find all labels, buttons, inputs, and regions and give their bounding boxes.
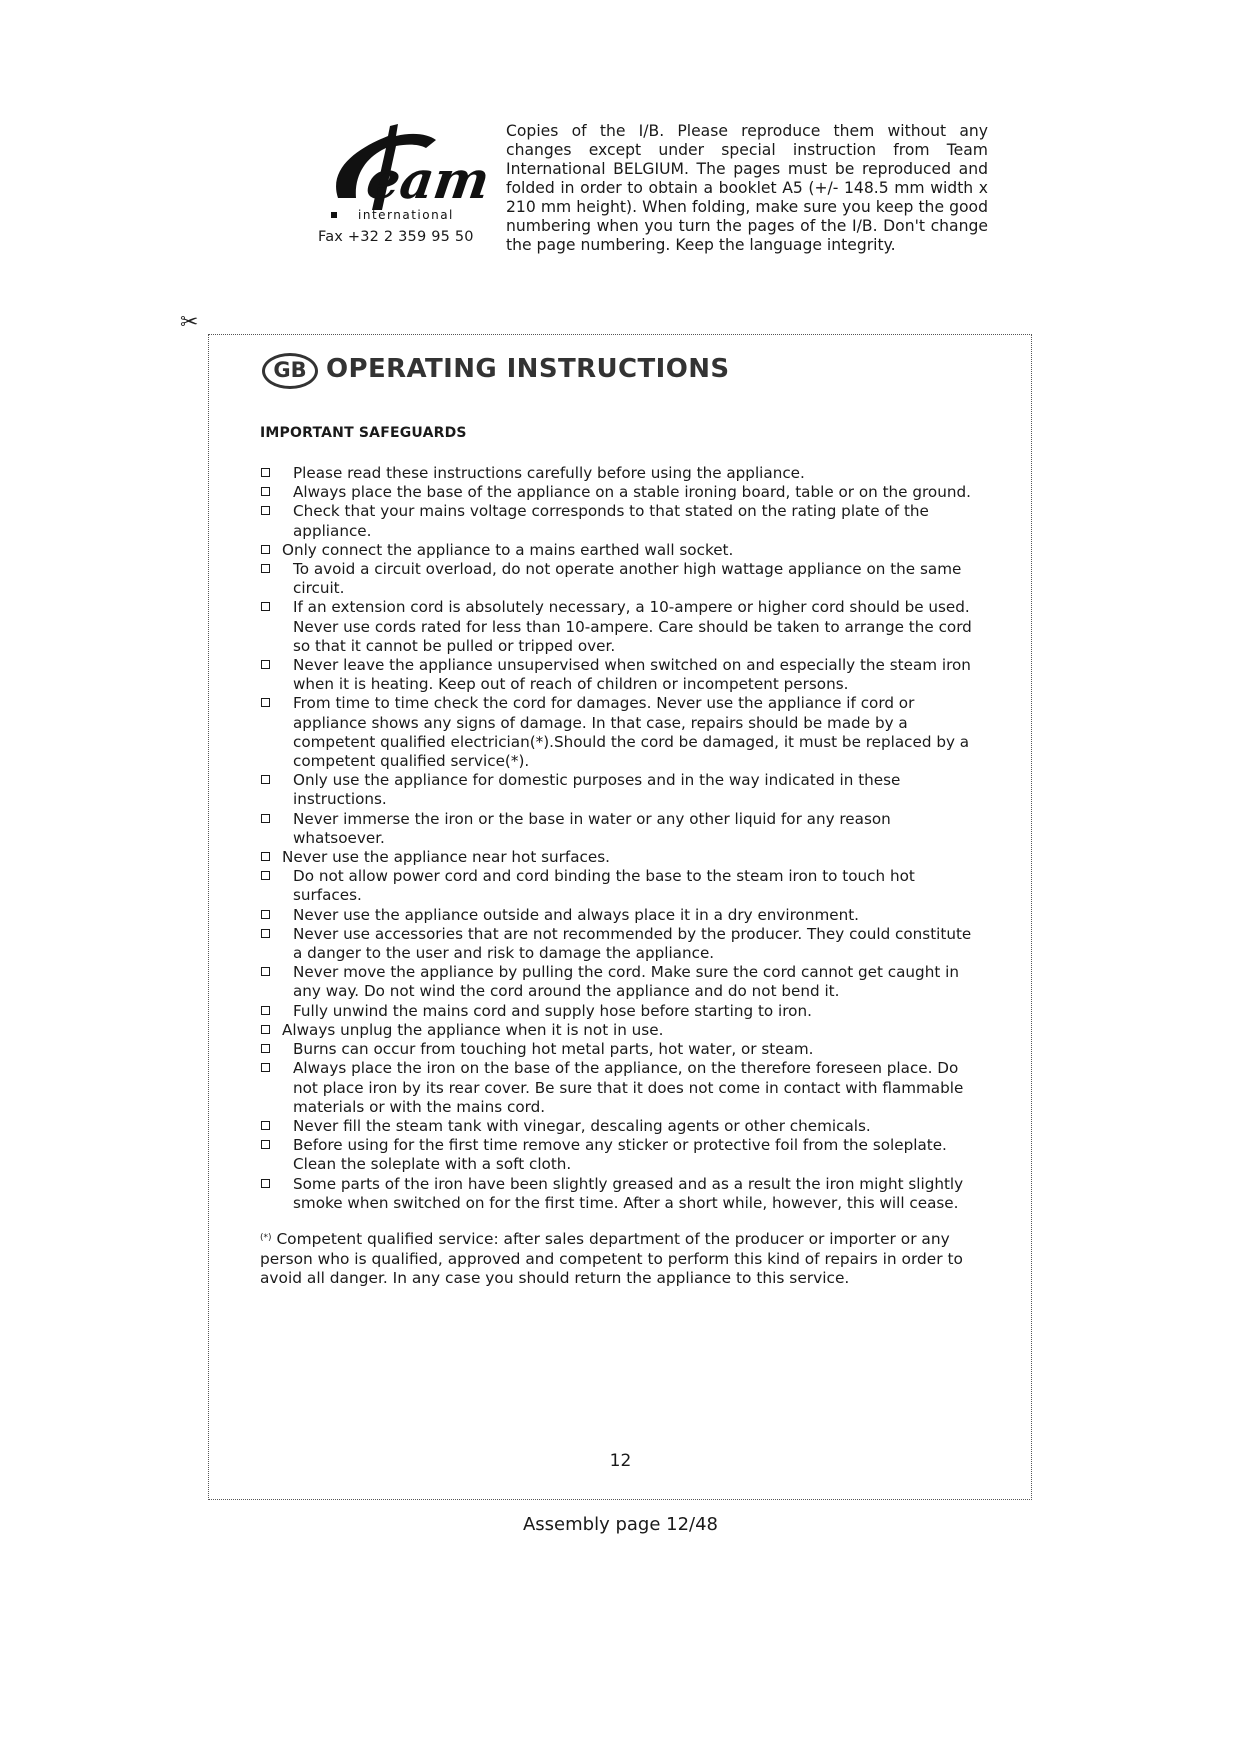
- list-item: Only connect the appliance to a mains earthed wall socket.: [260, 541, 982, 560]
- checkbox-bullet-icon: [261, 1179, 270, 1188]
- checkbox-bullet-icon: [261, 1140, 270, 1149]
- list-item: Never leave the appliance unsupervised when switched on and especially the steam iron when it is heating. Keep out of reach of children or incompetent persons.: [260, 656, 982, 694]
- list-item: Never use the appliance near hot surfaces.: [260, 848, 982, 867]
- checkbox-bullet-icon: [261, 910, 270, 919]
- list-item: To avoid a circuit overload, do not operate another high wattage appliance on the same circuit.: [260, 560, 982, 598]
- checkbox-bullet-icon: [261, 545, 270, 554]
- language-badge-gb: GB: [262, 353, 318, 389]
- list-item: Before using for the first time remove any sticker or protective foil from the soleplate. Clean the soleplate with a soft cloth.: [260, 1136, 982, 1174]
- checkbox-bullet-icon: [261, 852, 270, 861]
- checkbox-bullet-icon: [261, 506, 270, 515]
- list-item: Always unplug the appliance when it is not in use.: [260, 1021, 982, 1040]
- checkbox-bullet-icon: [261, 487, 270, 496]
- list-item: Never fill the steam tank with vinegar, descaling agents or other chemicals.: [260, 1117, 982, 1136]
- checkbox-bullet-icon: [261, 775, 270, 784]
- section-heading: IMPORTANT SAFEGUARDS: [260, 425, 467, 441]
- list-item: Some parts of the iron have been slightly greased and as a result the iron might slightly smoke when switched on for the first time. After a short while, however, this will cease.: [260, 1175, 982, 1213]
- checkbox-bullet-icon: [261, 1063, 270, 1072]
- checkbox-bullet-icon: [261, 468, 270, 477]
- svg-text:eam: eam: [362, 150, 494, 211]
- checkbox-bullet-icon: [261, 1006, 270, 1015]
- checkbox-bullet-icon: [261, 1025, 270, 1034]
- checkbox-bullet-icon: [261, 814, 270, 823]
- list-item: Fully unwind the mains cord and supply hose before starting to iron.: [260, 1002, 982, 1021]
- checkbox-bullet-icon: [261, 698, 270, 707]
- list-item: Always place the iron on the base of the appliance, on the therefore foreseen place. Do not place iron by its rear cover. Be sure that it does not come in contact with flammable materials or with the mains cord.: [260, 1059, 982, 1117]
- list-item: Only use the appliance for domestic purposes and in the way indicated in these instructions.: [260, 771, 982, 809]
- footnote: [260, 1229, 982, 1289]
- scissors-icon: ✂: [180, 310, 199, 335]
- page-number: 12: [609, 1451, 632, 1471]
- list-item: Never immerse the iron or the base in water or any other liquid for any reason whatsoever.: [260, 810, 982, 848]
- safeguards-list: [260, 464, 982, 1213]
- list-item: Never use accessories that are not recommended by the producer. They could constitute a danger to the user and risk to damage the appliance.: [260, 925, 982, 963]
- checkbox-bullet-icon: [261, 1044, 270, 1053]
- page-title: OPERATING INSTRUCTIONS: [326, 354, 730, 384]
- fax-number: Fax +32 2 359 95 50: [318, 229, 474, 245]
- team-international-logo: [318, 118, 494, 230]
- checkbox-bullet-icon: [261, 967, 270, 976]
- checkbox-bullet-icon: [261, 1121, 270, 1130]
- list-item: Never move the appliance by pulling the cord. Make sure the cord cannot get caught in any way. Do not wind the cord around the appliance and do not bend it.: [260, 963, 982, 1001]
- list-item: Check that your mains voltage corresponds to that stated on the rating plate of the appliance.: [260, 502, 982, 540]
- list-item: Do not allow power cord and cord binding the base to the steam iron to touch hot surfaces.: [260, 867, 982, 905]
- checkbox-bullet-icon: [261, 564, 270, 573]
- list-item: From time to time check the cord for damages. Never use the appliance if cord or appliance shows any signs of damage. In that case, repairs should be made by a competent qualified electrician(*).Should the cord be damaged, it must be replaced by a competent qualified service(*).: [260, 694, 982, 771]
- reproduction-instructions-note: Copies of the I/B. Please reproduce them without any changes except under special instruction from Team International BELGIUM. The pages must be reproduced and folded in order to obtain a booklet A5 (+/- 148.5 mm width x 210 mm height). When folding, make sure you keep the good numbering when you turn the pages of the I/B. Don't change the page numbering. Keep the language integrity.: [506, 122, 988, 254]
- svg-text:international: international: [358, 208, 454, 222]
- footnote-text: Competent qualified service: after sales department of the producer or importer or any person who is qualified, approved and competent to perform this kind of repairs in order to avoid all danger. In any case you should return the appliance to this service.: [260, 1230, 963, 1287]
- assembly-page-label: Assembly page 12/48: [522, 1514, 719, 1535]
- list-item: Always place the base of the appliance on a stable ironing board, table or on the ground.: [260, 483, 982, 502]
- checkbox-bullet-icon: [261, 929, 270, 938]
- checkbox-bullet-icon: [261, 602, 270, 611]
- list-item: If an extension cord is absolutely necessary, a 10-ampere or higher cord should be used. Never use cords rated for less than 10-ampere. Care should be taken to arrange the cord so that it cannot be pulled or tripped over.: [260, 598, 982, 656]
- list-item: Please read these instructions carefully before using the appliance.: [260, 464, 982, 483]
- list-item: Burns can occur from touching hot metal parts, hot water, or steam.: [260, 1040, 982, 1059]
- checkbox-bullet-icon: [261, 871, 270, 880]
- checkbox-bullet-icon: [261, 660, 270, 669]
- footnote-mark: (*): [260, 1233, 272, 1243]
- list-item: Never use the appliance outside and always place it in a dry environment.: [260, 906, 982, 925]
